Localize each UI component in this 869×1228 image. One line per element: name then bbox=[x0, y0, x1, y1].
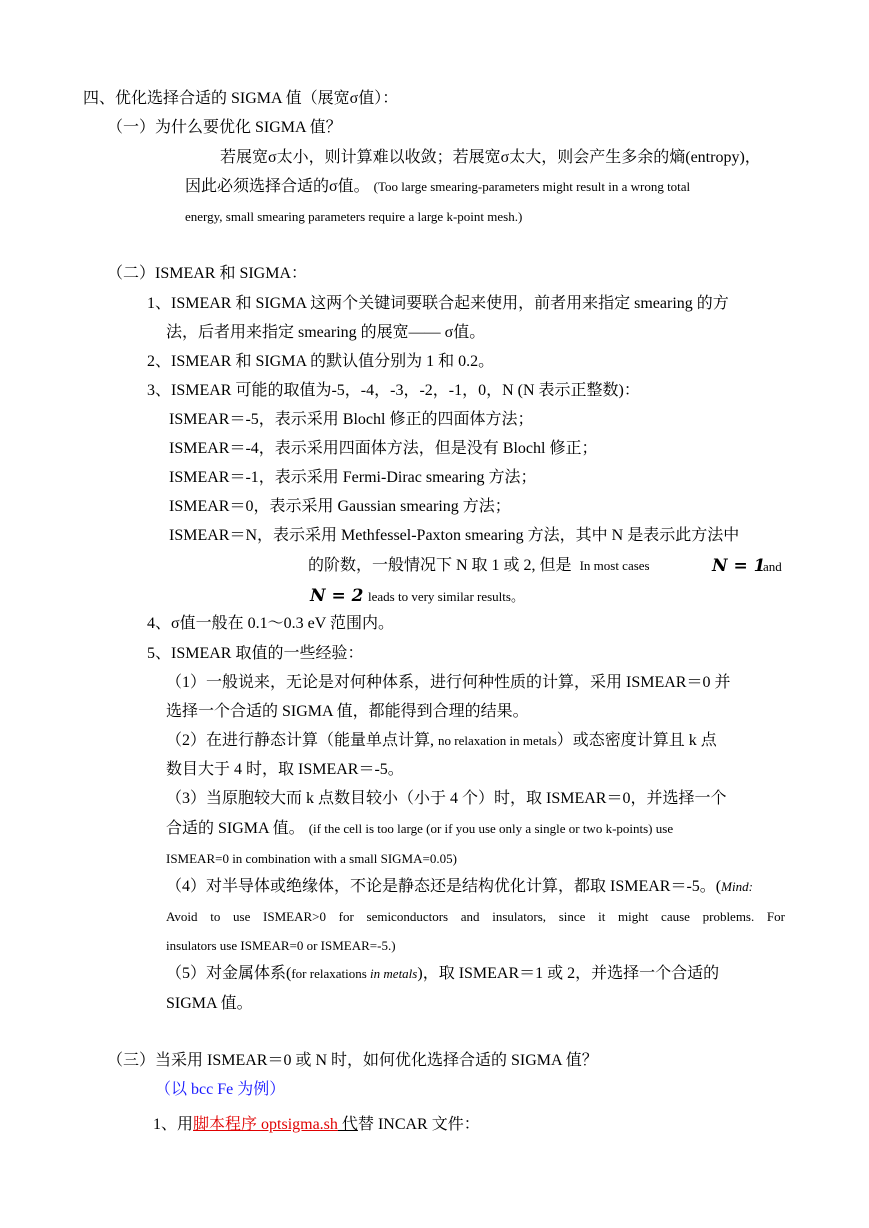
ismear-option-5-b-en: In most cases bbox=[579, 558, 650, 573]
experience-5-a-cn1: （5）对金属体系( bbox=[166, 965, 292, 982]
q2-item3: 3、ISMEAR 可能的取值为-5，-4，-3，-2，-1，0，N (N 表示正整数)： bbox=[147, 382, 640, 399]
experience-2-a-cn1: （2）在进行静态计算（能量单点计算, bbox=[166, 732, 435, 749]
ismear-option-5-b bbox=[308, 556, 650, 576]
experience-4-c: insulators use ISMEAR=0 or ISMEAR=-5.) bbox=[166, 938, 396, 953]
experience-2-b: 数目大于 4 时，取 ISMEAR＝-5。 bbox=[166, 761, 404, 778]
experience-3-c: ISMEAR=0 in combination with a small SIGMA=0.05) bbox=[166, 851, 457, 866]
q1-line2 bbox=[185, 177, 785, 197]
experience-3-b-cn: 合适的 SIGMA 值。 bbox=[166, 820, 305, 837]
experience-4-mind: Mind: bbox=[721, 879, 753, 894]
experience-2-a-en: no relaxation in metals bbox=[438, 733, 557, 748]
q2-item1-b: 法，后者用来指定 smearing 的展宽—— σ值。 bbox=[166, 324, 486, 341]
q2-item4: 4、σ值一般在 0.1～0.3 eV 范围内。 bbox=[147, 615, 394, 632]
ismear-option-1: ISMEAR＝-5，表示采用 Blochl 修正的四面体方法； bbox=[169, 411, 534, 428]
math-n-equals-1: N = 1 bbox=[712, 556, 766, 576]
q3-step1-prefix: 1、用 bbox=[153, 1116, 194, 1133]
q3-heading: （三）当采用 ISMEAR＝0 或 N 时，如何优化选择合适的 SIGMA 值？ bbox=[107, 1052, 598, 1069]
q2-heading: （二）ISMEAR 和 SIGMA： bbox=[107, 265, 308, 282]
ismear-option-5-b-cn: 的阶数，一般情况下 N 取 1 或 2, 但是 bbox=[308, 557, 572, 574]
experience-5-a-en2: in metals bbox=[370, 966, 418, 981]
experience-5-a bbox=[166, 964, 719, 984]
q1-line3: energy, small smearing parameters require a large k-point mesh.) bbox=[185, 209, 523, 224]
q3-step1-mid: 代 bbox=[337, 1116, 358, 1133]
experience-5-b: SIGMA 值。 bbox=[166, 995, 253, 1012]
experience-2-a-cn2: ）或态密度计算且 k 点 bbox=[556, 732, 717, 749]
and-word: and bbox=[763, 559, 782, 574]
experience-4-a bbox=[166, 877, 753, 897]
experience-4-b: Avoid to use ISMEAR>0 for semiconductors and insulators, since it might cause problems. For bbox=[166, 909, 785, 924]
q1-heading: （一）为什么要优化 SIGMA 值？ bbox=[107, 119, 342, 136]
experience-5-a-en1: for relaxations bbox=[291, 966, 371, 981]
ismear-option-4: ISMEAR＝0，表示采用 Gaussian smearing 方法； bbox=[169, 498, 511, 515]
q1-line1: 若展宽σ太小，则计算难以收敛；若展宽σ太大，则会产生多余的熵(entropy)， bbox=[220, 149, 761, 166]
optsigma-script-link[interactable]: 脚本程序 optsigma.sh bbox=[193, 1116, 338, 1133]
q1-line2-en: (Too large smearing-parameters might result in a wrong total bbox=[373, 179, 691, 194]
q2-item1-a: 1、ISMEAR 和 SIGMA 这两个关键词要联合起来使用，前者用来指定 smearing 的方 bbox=[147, 295, 729, 312]
math-n-equals-2: N = 2 bbox=[310, 586, 364, 606]
experience-3-b-en: (if the cell is too large (or if you use only a single or two k-points) use bbox=[308, 821, 674, 836]
q2-item5: 5、ISMEAR 取值的一些经验： bbox=[147, 645, 364, 662]
ismear-option-5-c: leads to very similar results。 bbox=[368, 589, 524, 604]
experience-3-b bbox=[166, 819, 673, 839]
q3-step1-suffix: 替 INCAR 文件： bbox=[357, 1116, 480, 1133]
experience-5-a-cn2: )，取 ISMEAR＝1 或 2，并选择一个合适的 bbox=[417, 965, 720, 982]
experience-4-a-cn: （4）对半导体或绝缘体，不论是静态还是结构优化计算，都取 ISMEAR＝-5。( bbox=[166, 878, 722, 895]
ismear-option-2: ISMEAR＝-4，表示采用四面体方法，但是没有 Blochl 修正； bbox=[169, 440, 598, 457]
section-title: 四、优化选择合适的 SIGMA 值（展宽σ值）： bbox=[83, 90, 399, 107]
experience-2-a bbox=[166, 731, 717, 751]
q1-line2-cn: 因此必须选择合适的σ值。 bbox=[185, 178, 370, 195]
experience-3-a: （3）当原胞较大而 k 点数目较小（小于 4 个）时，取 ISMEAR＝0，并选择一个 bbox=[166, 790, 727, 807]
q2-item2: 2、ISMEAR 和 SIGMA 的默认值分别为 1 和 0.2。 bbox=[147, 353, 495, 370]
ismear-option-3: ISMEAR＝-1，表示采用 Fermi-Dirac smearing 方法； bbox=[169, 469, 537, 486]
ismear-option-5-a: ISMEAR＝N，表示采用 Methfessel-Paxton smearing 方法，其中 N 是表示此方法中 bbox=[169, 527, 740, 544]
experience-1-b: 选择一个合适的 SIGMA 值，都能得到合理的结果。 bbox=[166, 703, 529, 720]
q3-step1 bbox=[153, 1115, 480, 1135]
q3-example: （以 bcc Fe 为例） bbox=[155, 1081, 286, 1098]
experience-1-a: （1）一般说来，无论是对何种体系，进行何种性质的计算，采用 ISMEAR＝0 并 bbox=[166, 674, 731, 691]
